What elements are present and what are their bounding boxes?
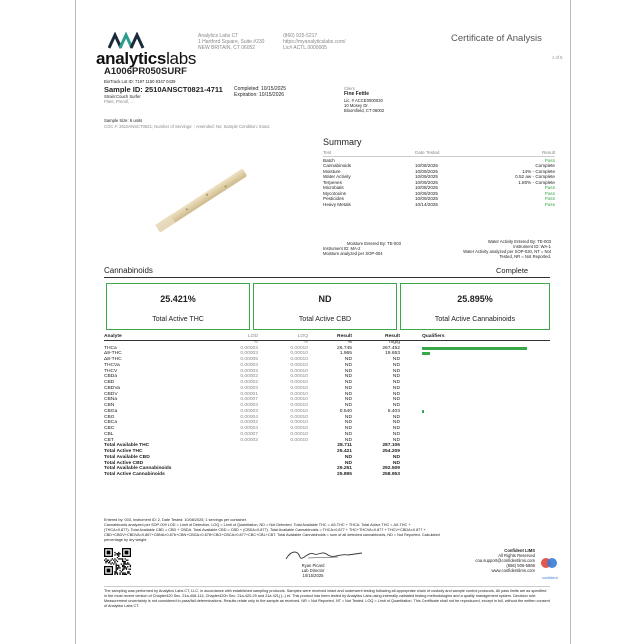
- summary-row: Heavy Metals 10/14/2025 Pass: [323, 201, 555, 207]
- total-active-thc-label: Total Active THC: [152, 316, 204, 323]
- analyte-row: CBN 0.00003 0.00010 ND ND: [104, 403, 400, 408]
- analyte-row: CBC 0.00004 0.00010 ND ND: [104, 426, 400, 431]
- lab-contact: (860) 925-5217 https://myanalyticslabs.com/ Lic# ACTL.0000005: [283, 33, 346, 51]
- method-notes: Entered by: 003, Instrument ID: 2, Date Tested: 10/08/2025; 1 servings per container. Cannabinoids analyzed per SOP-009 LOD = Limit of Detection, LOQ = Limit of Quantitation, ND = Not Detected. Total Available THC = Δ9-THC + THCA. Total Active THC = Δ9-THC + (THCA×0.877). Total Available CBD = CBD + CBDA. Total Available CBD = CBD + (CBDA×0.877). Total Available Cannabinoids = THCA×0.877 + THC+THCVA×0.877 + THCV+CBDA×0.877 + CBD+CBDV+CBDVA×0.867+CBNA×0.876+CBN+CBGA×0.878+CBG+CBCA×0.877+CBC+CBL+CBT. Total Available Cannabinoids = sum of all detected cannabinoids, ND = Not Reported. Calculated percentage by dry weight: [104, 518, 440, 542]
- qualifier-bar: [422, 410, 424, 413]
- total-row: Total Available Cannabinoids 29.251 292.509: [104, 466, 400, 472]
- analyte-row: CBCa 0.00002 0.00010 ND ND: [104, 420, 400, 426]
- moisture-notes: Moisture Entered By: TE-003 Instrument ID: MA-2 Moisture analyzed per SOP-004: [323, 241, 401, 256]
- analyte-table: [104, 334, 550, 478]
- client-details: Lic. # ACCE0000020 10 Mosey Dr. Bloomfield, CT 06002: [344, 98, 385, 113]
- cannabinoids-title: Cannabinoids: [104, 266, 153, 275]
- sample-size: Sample Size: 6 units: [104, 118, 143, 123]
- analyte-row: CBDVa 0.00003 0.00010 ND ND: [104, 385, 400, 391]
- preroll-image: [104, 136, 298, 264]
- total-row: Total Available CBD ND ND: [104, 454, 400, 460]
- analyte-row: THCV 0.00003 0.00010 ND ND: [104, 368, 400, 374]
- total-row: Total Active Cannabinoids 25.895 258.953: [104, 472, 400, 477]
- summary-row: Terpenes 10/09/2025 1.80% - Complete: [323, 179, 555, 185]
- sample-id: Sample ID: 2510ANSCT0821-4711: [104, 85, 223, 94]
- analyte-row: CBD 0.00002 0.00010 ND ND: [104, 380, 400, 385]
- analyte-row: CBDV 0.00001 0.00010 ND ND: [104, 391, 400, 397]
- coc-line: COC #: 2510ANSCT0821; Number of Servings: ; Amended: No; Sample Condition: Intact.: [104, 124, 271, 129]
- summary-row: Water Activity 10/09/2025 0.52 aw - Complete: [323, 174, 555, 179]
- coa-page: [75, 0, 571, 644]
- client-label: Client: [344, 86, 355, 91]
- analyte-row: Δ9-THC 0.00003 0.00010 1.965 19.653: [104, 351, 400, 357]
- analyte-row: CBL 0.00007 0.00010 ND ND: [104, 431, 400, 437]
- product-photo: [104, 136, 298, 264]
- total-active-cbd-label: Total Active CBD: [298, 316, 352, 323]
- total-active-cannabinoids-box: [400, 283, 550, 330]
- product-id: A1006PR050SURF: [104, 66, 187, 77]
- summary-row: Mycotoxins 10/09/2025 Pass: [323, 190, 555, 196]
- total-active-cbd-box: [253, 283, 397, 330]
- water-activity-notes: Water Activity Entered By: TE-003 Instrument ID: WA-1 Water Activity analyzed per SOP-020, NT = Not Tested, NR = Not Reported.: [463, 239, 551, 259]
- analyte-table-units: % % % mg/g: [253, 339, 400, 345]
- lab-address: Analytics Labs CT 1 Hartford Square, Suite #230 NEW BRITAIN, CT 06052: [198, 33, 265, 51]
- analyte-table-header: Analyte LOD LOQ Result Result Qualifiers: [104, 334, 445, 339]
- analyte-row: CBNa 0.00007 0.00010 ND ND: [104, 397, 400, 403]
- summary-row: Batch Pass: [323, 157, 555, 163]
- confident-logo-icon: confident: [538, 555, 562, 577]
- total-active-cannabinoids-label: Total Active Cannabinoids: [434, 316, 516, 323]
- total-active-cbd-value: ND: [318, 294, 332, 304]
- total-row: Total Active THC 25.421 254.209: [104, 449, 400, 454]
- summary-table: [323, 150, 555, 207]
- summary-header: Test Date Tested Result: [323, 150, 555, 155]
- total-active-thc-box: [106, 283, 250, 330]
- total-active-thc-value: 25.421%: [160, 294, 196, 304]
- logo-mark-icon: [108, 32, 158, 50]
- strain: Strain:Couch Surfer: [104, 94, 141, 99]
- analyte-table-wrap: [104, 334, 550, 478]
- analyte-row: CBT 0.00003 0.00010 ND ND: [104, 437, 400, 443]
- summary-row: Pesticides 10/09/2025 Pass: [323, 196, 555, 201]
- summary-row: Moisture 10/09/2025 14% - Complete: [323, 168, 555, 174]
- biotrack-lot: BioTrack Lot ID: 7197 1150 9347 0439: [104, 79, 176, 84]
- summary-title: Summary: [323, 137, 362, 147]
- signatory: Ryan Picard Lab Director 10/15/2025: [301, 563, 325, 578]
- completed-date: Completed: 10/15/2025 Expiration: 10/15/2026: [234, 86, 286, 98]
- analyte-row: CBGa 0.00003 0.00010 0.540 5.403: [104, 408, 400, 414]
- analyte-row: THCa 0.00003 0.00010 26.745 267.452: [104, 345, 400, 351]
- total-row: Total Active CBD ND ND: [104, 460, 400, 466]
- footer-disclaimer: The sampling was performed by Analytics Labs CT, LLC, in accordance with established sampling protocols. Samples were received intact and underwent testing following all appropriate chain of custody and sample control protocols. All pass limits are as specified in the most recent version of Chapter420 Sec. 21a-408-114, Chapter420h Sec. 21a-420-29 and 21a 421j (--) et. This product has been tested by Analytics Labs using internally validated testing methodologies and a quality management system. Decision rule: Measurement uncertainty is not considered in pass/fail determinations. Results relate only to the sample as received. NR = Not Reported, NT = Not Tested, LOQ = Limit of Quantitation. This Certificate shall not be reproduced, except in full, without the written consent of Analytics Labs CT.: [104, 589, 550, 608]
- summary-row: Microbials 10/08/2025 Pass: [323, 185, 555, 190]
- signature-image: [278, 545, 368, 565]
- matrix: Plant, Preroll, ...: [104, 99, 134, 104]
- analyte-row: CBDa 0.00002 0.00010 ND ND: [104, 374, 400, 380]
- analyte-row: CBG 0.00004 0.00010 ND ND: [104, 414, 400, 420]
- qr-code-icon[interactable]: [104, 548, 131, 575]
- total-row: Total Available THC 28.711 287.106: [104, 443, 400, 449]
- certificate-title: Certificate of Analysis: [451, 33, 542, 44]
- cannabinoids-status: Complete: [496, 266, 529, 275]
- client-name: Fine Fettle: [344, 91, 370, 97]
- qualifier-bar: [422, 352, 430, 355]
- qualifier-bar: [422, 347, 527, 350]
- confident-contact: Confident LIMS All Rights Reserved coa.support@confidentlims.com (866) 506-5866 www.confidentlims.com: [475, 548, 535, 573]
- analyte-row: THCVa 0.00003 0.00010 ND ND: [104, 362, 400, 368]
- page-number: 1 of 5: [552, 55, 563, 60]
- logo-wordmark: analyticslabs: [96, 49, 197, 68]
- summary-row: Cannabinoids 10/08/2025 Complete: [323, 163, 555, 168]
- total-active-cannabinoids-value: 25.895%: [457, 294, 493, 304]
- analyte-row: Δ8-THC 0.00005 0.00010 ND ND: [104, 357, 400, 362]
